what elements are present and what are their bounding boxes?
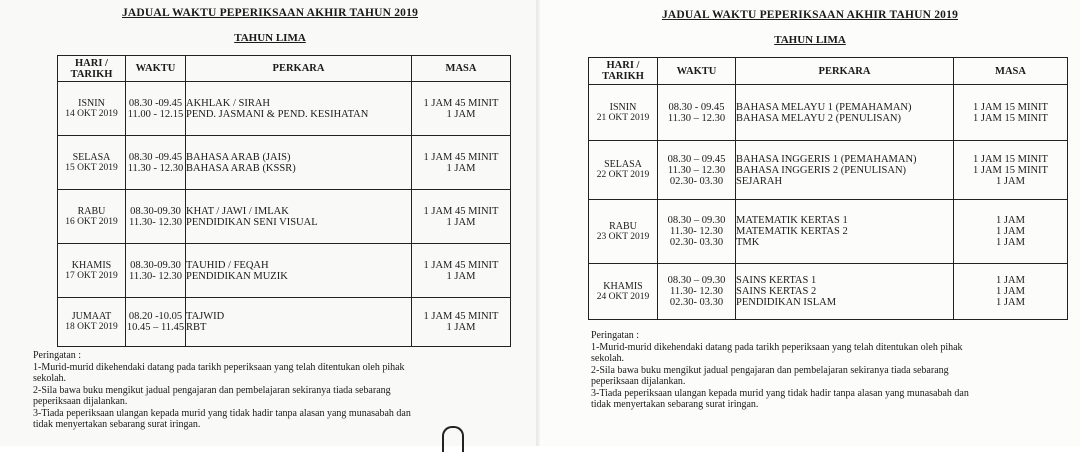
table-row xyxy=(589,141,1068,200)
time-slot: 08.30 – 09.30 xyxy=(667,215,726,226)
day-date: 16 OKT 2019 xyxy=(65,216,118,227)
day-cell xyxy=(58,82,126,136)
subject-cell xyxy=(186,82,412,136)
table-header-row xyxy=(58,56,511,82)
day-cell xyxy=(589,85,658,141)
subject: MATEMATIK KERTAS 1 xyxy=(736,215,848,226)
note-line: 2-Sila bawa buku mengikut jadual pengajaran dan pembelajaran sekiranya tiada sebarang xyxy=(33,384,391,396)
duration: 1 JAM xyxy=(996,237,1025,248)
subject: BAHASA ARAB (KSSR) xyxy=(186,162,296,174)
time-slot: 11.30 – 12.30 xyxy=(667,112,726,124)
time-cell xyxy=(126,190,186,244)
time-cell xyxy=(126,298,186,347)
subject: SEJARAH xyxy=(736,175,783,187)
subject-cell xyxy=(186,298,412,347)
subject: BAHASA MELAYU 1 (PEMAHAMAN) xyxy=(736,101,912,113)
header-duration: MASA xyxy=(412,56,511,82)
day-name: ISNIN xyxy=(78,97,105,109)
day-name: RABU xyxy=(77,205,106,217)
subject: BAHASA ARAB (JAIS) xyxy=(186,151,291,163)
pen-mark xyxy=(442,426,464,452)
table-header-row xyxy=(589,58,1068,85)
subject-cell xyxy=(736,200,954,264)
duration: 1 JAM xyxy=(996,275,1025,286)
time-cell xyxy=(126,244,186,298)
day-date: 23 OKT 2019 xyxy=(596,231,650,242)
subject: PENDIDIKAN MUZIK xyxy=(186,270,288,282)
time-cell xyxy=(658,200,736,264)
subject: KHAT / JAWI / IMLAK xyxy=(186,205,289,217)
header-day-date xyxy=(589,58,658,85)
table-row xyxy=(58,190,511,244)
table-row xyxy=(58,244,511,298)
table-row xyxy=(589,85,1068,141)
subject-cell xyxy=(186,136,412,190)
subject: MATEMATIK KERTAS 2 xyxy=(736,226,848,237)
day-date: 17 OKT 2019 xyxy=(65,270,118,281)
time-slot: 08.30 -09.45 xyxy=(128,151,183,163)
duration: 1 JAM 45 MINIT xyxy=(423,205,499,217)
time-slot: 08.30 – 09.30 xyxy=(667,275,726,286)
duration: 1 JAM xyxy=(446,162,476,174)
notes-block xyxy=(33,350,523,431)
subject-cell xyxy=(186,190,412,244)
duration: 1 JAM 15 MINIT xyxy=(973,112,1048,124)
table-row xyxy=(58,136,511,190)
day-name: ISNIN xyxy=(609,101,637,113)
subject: BAHASA INGGERIS 2 (PENULISAN) xyxy=(736,164,907,176)
header-subject: PERKARA xyxy=(736,58,954,85)
duration: 1 JAM 15 MINIT xyxy=(973,101,1048,113)
time-slot: 11.30- 12.30 xyxy=(129,270,182,282)
note-line: tidak menyertakan sebarang surat iringan. xyxy=(591,399,759,410)
duration-cell xyxy=(954,200,1068,264)
duration: 1 JAM xyxy=(446,322,476,333)
header-day-label: HARI / xyxy=(606,60,640,71)
duration-cell xyxy=(412,82,511,136)
duration: 1 JAM xyxy=(996,297,1025,308)
duration: 1 JAM 45 MINIT xyxy=(423,97,499,109)
day-cell xyxy=(589,200,658,264)
subject-cell xyxy=(736,264,954,320)
table-row xyxy=(589,200,1068,264)
page-subtitle: TAHUN LIMA xyxy=(774,34,846,46)
duration: 1 JAM 15 MINIT xyxy=(973,164,1048,176)
duration-cell xyxy=(954,264,1068,320)
header-duration: MASA xyxy=(954,58,1068,85)
table-row xyxy=(58,298,511,347)
day-date: 22 OKT 2019 xyxy=(596,170,650,180)
duration: 1 JAM xyxy=(996,175,1025,187)
exam-schedule-table xyxy=(57,55,511,347)
note-line: tidak menyertakan sebarang surat iringan. xyxy=(33,419,201,430)
day-cell xyxy=(58,244,126,298)
page-title: JADUAL WAKTU PEPERIKSAAN AKHIR TAHUN 2019 xyxy=(661,9,959,21)
notes-heading: Peringatan : xyxy=(591,330,640,341)
time-slot: 02.30- 03.30 xyxy=(669,175,724,187)
page-title: JADUAL WAKTU PEPERIKSAAN AKHIR TAHUN 2019 xyxy=(121,7,419,19)
day-date: 21 OKT 2019 xyxy=(596,112,650,123)
subject: BAHASA MELAYU 2 (PENULISAN) xyxy=(736,112,901,124)
time-slot: 11.00 - 12.15 xyxy=(127,108,184,120)
day-name: KHAMIS xyxy=(71,259,112,271)
time-slot: 08.20 -10.05 xyxy=(128,311,183,322)
header-date-label: TARIKH xyxy=(70,68,113,80)
day-name: KHAMIS xyxy=(603,280,643,292)
day-cell xyxy=(589,264,658,320)
day-date: 15 OKT 2019 xyxy=(65,162,118,173)
day-cell xyxy=(589,141,658,200)
note-line: peperiksaan dijalankan. xyxy=(33,396,128,407)
subject-cell xyxy=(186,244,412,298)
duration: 1 JAM xyxy=(446,216,476,228)
subject: TAJWID xyxy=(186,311,225,322)
note-line: 1-Murid-murid dikehendaki datang pada tarikh peperiksaan yang telah ditentukan oleh pihak xyxy=(591,341,963,353)
day-name: JUMAAT xyxy=(71,311,112,322)
subject: RBT xyxy=(186,322,207,333)
header-date-label: TARIKH xyxy=(602,71,644,82)
subject: BAHASA INGGERIS 1 (PEMAHAMAN) xyxy=(736,153,917,165)
header-day-label: HARI / xyxy=(75,57,108,69)
duration: 1 JAM xyxy=(996,286,1025,297)
subject: AKHLAK / SIRAH xyxy=(186,97,270,109)
time-slot: 11.30 - 12.30 xyxy=(127,162,184,174)
time-slot: 08.30 – 09.45 xyxy=(667,153,726,165)
time-slot: 02.30- 03.30 xyxy=(669,237,724,248)
time-slot: 11.30 – 12.30 xyxy=(667,164,726,176)
header-day-date xyxy=(58,56,126,82)
day-name: SELASA xyxy=(604,159,642,170)
duration-cell xyxy=(412,244,511,298)
subject: SAINS KERTAS 2 xyxy=(736,286,817,297)
day-name: RABU xyxy=(609,220,637,232)
time-slot: 10.45 – 11.45 xyxy=(126,322,185,333)
note-line: 3-Tiada peperiksaan ulangan kepada murid yang tidak hadir tanpa alasan yang munasabah dan xyxy=(33,407,411,419)
subject: PEND. JASMANI & PEND. KESIHATAN xyxy=(186,108,369,120)
subject: PENDIDIKAN SENI VISUAL xyxy=(186,216,318,228)
duration-cell xyxy=(412,136,511,190)
note-line: 1-Murid-murid dikehendaki datang pada tarikh peperiksaan yang telah ditentukan oleh pihak xyxy=(33,361,405,373)
table-row xyxy=(58,82,511,136)
header-time: WAKTU xyxy=(658,58,736,85)
duration: 1 JAM 45 MINIT xyxy=(423,311,499,322)
subject: SAINS KERTAS 1 xyxy=(736,275,817,286)
duration-cell xyxy=(954,85,1068,141)
day-cell xyxy=(58,190,126,244)
day-name: SELASA xyxy=(72,151,111,163)
duration-cell xyxy=(412,298,511,347)
duration: 1 JAM 45 MINIT xyxy=(423,151,499,163)
day-date: 24 OKT 2019 xyxy=(596,291,650,302)
time-slot: 11.30- 12.30 xyxy=(670,226,723,237)
day-date: 18 OKT 2019 xyxy=(65,322,118,332)
time-cell xyxy=(658,85,736,141)
exam-schedule-table xyxy=(588,57,1068,320)
time-slot: 08.30-09.30 xyxy=(130,205,181,217)
left-page xyxy=(0,0,540,446)
notes-heading: Peringatan : xyxy=(33,350,82,361)
note-line: sekolah. xyxy=(33,373,67,384)
day-cell xyxy=(58,136,126,190)
page-subtitle: TAHUN LIMA xyxy=(234,32,306,44)
time-slot: 11.30- 12.30 xyxy=(670,286,723,297)
subject: TAUHID / FEQAH xyxy=(186,259,269,271)
subject: PENDIDIKAN ISLAM xyxy=(736,297,837,308)
time-cell xyxy=(126,82,186,136)
subject-cell xyxy=(736,141,954,200)
note-line: 3-Tiada peperiksaan ulangan kepada murid yang tidak hadir tanpa alasan yang munasabah dan xyxy=(591,387,969,399)
time-cell xyxy=(658,141,736,200)
day-date: 14 OKT 2019 xyxy=(65,108,118,119)
time-slot: 08.30-09.30 xyxy=(130,259,181,271)
time-cell xyxy=(658,264,736,320)
table-row xyxy=(589,264,1068,320)
subject: TMK xyxy=(736,237,760,248)
note-line: 2-Sila bawa buku mengikut jadual pengajaran dan pembelajaran sekiranya tiada sebarang xyxy=(591,364,949,376)
duration: 1 JAM xyxy=(996,215,1025,226)
day-cell xyxy=(58,298,126,347)
note-line: peperiksaan dijalankan. xyxy=(591,376,686,387)
duration: 1 JAM 15 MINIT xyxy=(973,153,1048,165)
time-slot: 11.30- 12.30 xyxy=(129,216,182,228)
duration-cell xyxy=(412,190,511,244)
time-slot: 08.30 -09.45 xyxy=(128,97,183,109)
time-slot: 08.30 - 09.45 xyxy=(668,101,725,113)
header-subject: PERKARA xyxy=(186,56,412,82)
notes-block xyxy=(591,330,1076,411)
duration-cell xyxy=(954,141,1068,200)
right-page xyxy=(540,0,1080,446)
duration: 1 JAM 45 MINIT xyxy=(423,259,499,271)
duration: 1 JAM xyxy=(446,270,476,282)
note-line: sekolah. xyxy=(591,353,625,364)
header-time: WAKTU xyxy=(126,56,186,82)
subject-cell xyxy=(736,85,954,141)
duration: 1 JAM xyxy=(446,108,476,120)
time-cell xyxy=(126,136,186,190)
time-slot: 02.30- 03.30 xyxy=(669,297,724,308)
duration: 1 JAM xyxy=(996,226,1025,237)
